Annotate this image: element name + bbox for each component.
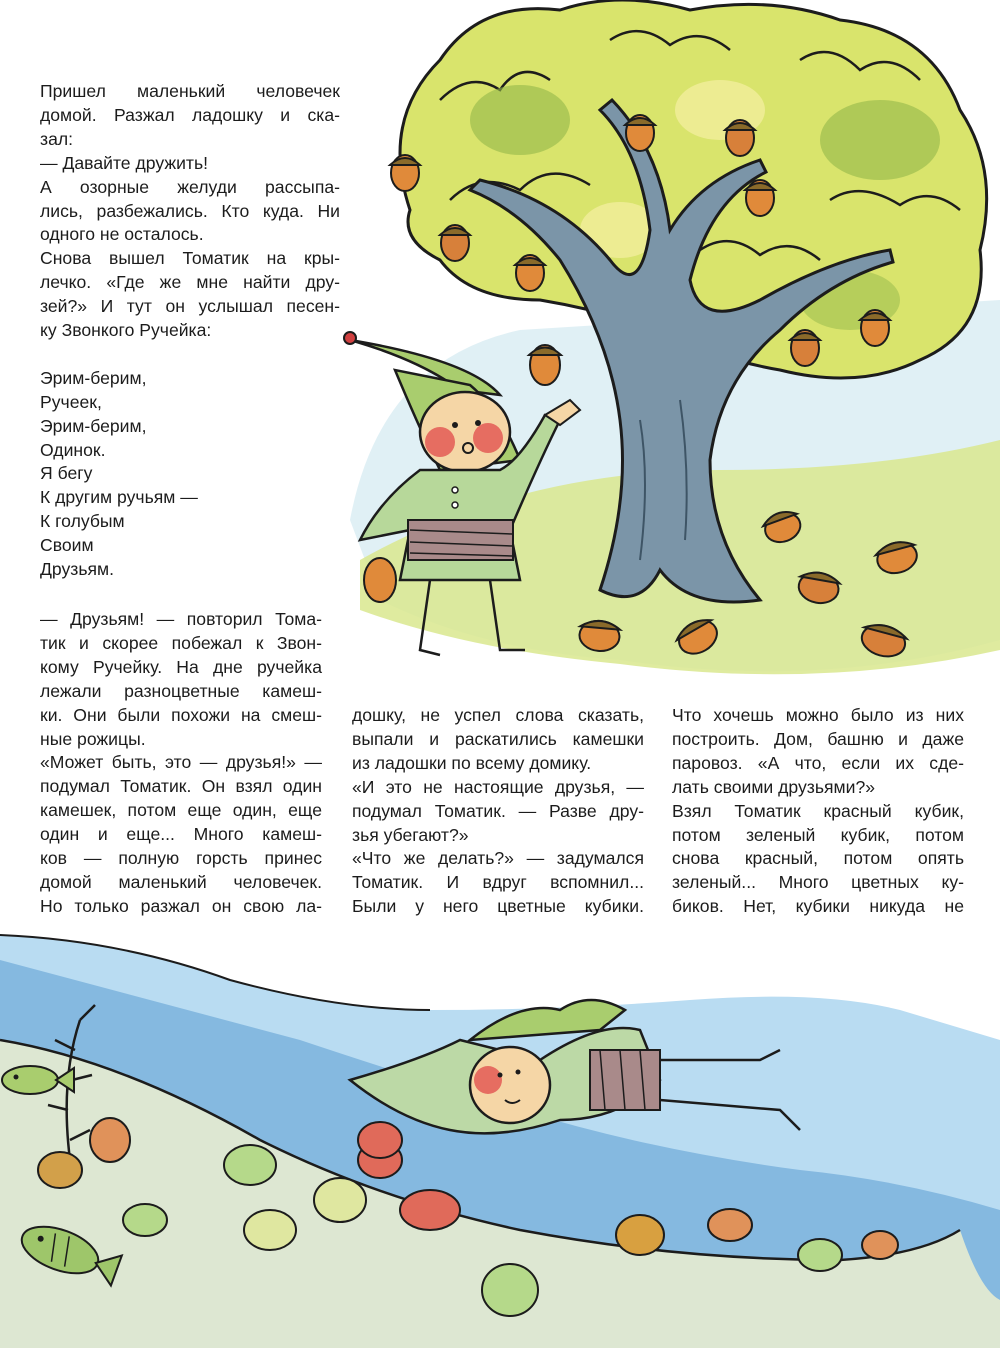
text-line: зья убегают?» <box>352 824 469 845</box>
text-line: Взял Томатик красный кубик, <box>672 800 964 821</box>
text-line: домой. Разжал ладошку и ска- <box>40 104 340 125</box>
text-line: домой маленький человечек. <box>40 871 322 892</box>
text-line: — Давайте дружить! <box>40 152 209 173</box>
pebble <box>38 1152 82 1188</box>
text-column-2 <box>40 608 322 919</box>
text-line: лать своими друзьями?» <box>672 776 876 797</box>
pebble <box>482 1264 538 1316</box>
song-line: Своим <box>40 535 94 556</box>
text-line: тик и скорее побежал к Звон- <box>40 632 322 653</box>
text-line: ки. Они были похожи на смеш- <box>40 704 322 725</box>
pebble <box>314 1178 366 1222</box>
text-line: Пришел маленький человечек <box>40 81 340 101</box>
text-line: биков. Нет, кубики никуда не <box>672 896 964 917</box>
song-line: Друзьям. <box>40 559 115 580</box>
text-line: — Друзьям! — повторил Тома- <box>40 609 322 629</box>
pebble <box>798 1239 842 1271</box>
pebble <box>708 1209 752 1241</box>
pebble <box>616 1215 664 1255</box>
text-line: кому Ручейку. На дне ручейка <box>40 656 322 677</box>
song-line: Ручеек, <box>40 391 102 412</box>
song-line: Эрим-берим, <box>40 415 147 436</box>
song-line: К голубым <box>40 511 125 532</box>
song-line: Эрим-берим, <box>40 367 147 388</box>
text-line: ные рожицы. <box>40 728 146 749</box>
text-line: выпали и раскатились камешки <box>352 728 644 749</box>
pebble <box>244 1210 296 1250</box>
text-line: «Может быть, это — друзья!» — <box>40 752 322 773</box>
text-line: «Что же делать?» — задумался <box>352 848 644 869</box>
pebble <box>400 1190 460 1230</box>
text-line: снова красный, потом опять <box>672 848 964 869</box>
pebble <box>123 1204 167 1236</box>
text-line: из ладошки по всему домику. <box>352 752 592 773</box>
text-line: зал: <box>40 128 74 149</box>
text-line: потом зеленый кубик, потом <box>672 824 964 845</box>
text-line: один и еще... Много камеш- <box>40 824 322 845</box>
song-line: К другим ручьям — <box>40 487 198 508</box>
text-line: «И это не настоящие друзья, — <box>352 776 644 797</box>
pebble <box>224 1145 276 1185</box>
text-line: Томатик. И вдруг вспомнил... <box>352 872 644 893</box>
song-line: Я бегу <box>40 463 93 484</box>
text-line: Что хочешь можно было из них <box>672 705 964 725</box>
text-line: зей?» И тут он услышал песен- <box>40 296 340 317</box>
text-line: дошку, не успел слова сказать, <box>352 705 644 725</box>
text-line: подумал Томатик. — Разве дру- <box>352 800 644 821</box>
intro-paragraph <box>40 80 340 343</box>
text-line: Снова вышел Томатик на кры- <box>40 248 340 269</box>
text-column-4 <box>672 704 964 919</box>
text-line: одного не осталось. <box>40 224 204 245</box>
song-line: Одинок. <box>40 439 106 460</box>
text-line: Но только разжал он свою ла- <box>40 895 322 916</box>
song-verse <box>40 367 340 582</box>
text-line: Были у него цветные кубики. <box>352 896 644 917</box>
text-line: лечко. «Где же мне найти дру- <box>40 272 340 293</box>
text-line: паровоз. «А что, если их сде- <box>672 752 964 773</box>
text-line: лежали разноцветные камеш- <box>40 680 322 701</box>
pebble <box>862 1231 898 1259</box>
text-column-1 <box>40 80 340 582</box>
text-column-3 <box>352 704 644 919</box>
text-line: подумал Томатик. Он взял один <box>40 776 322 797</box>
text-line: ку Звонкого Ручейка: <box>40 320 212 341</box>
pebble <box>90 1118 130 1162</box>
text-line: зеленый... Много цветных ку- <box>672 872 964 893</box>
text-line: лись, разбежались. Кто куда. Ни <box>40 200 340 221</box>
text-line: камешек, потом еще один, еще <box>40 800 322 821</box>
text-line: ков — полную горсть принес <box>40 848 322 869</box>
text-line: построить. Дом, башню и даже <box>672 728 964 749</box>
text-line: А озорные желуди рассыпа- <box>40 176 340 197</box>
